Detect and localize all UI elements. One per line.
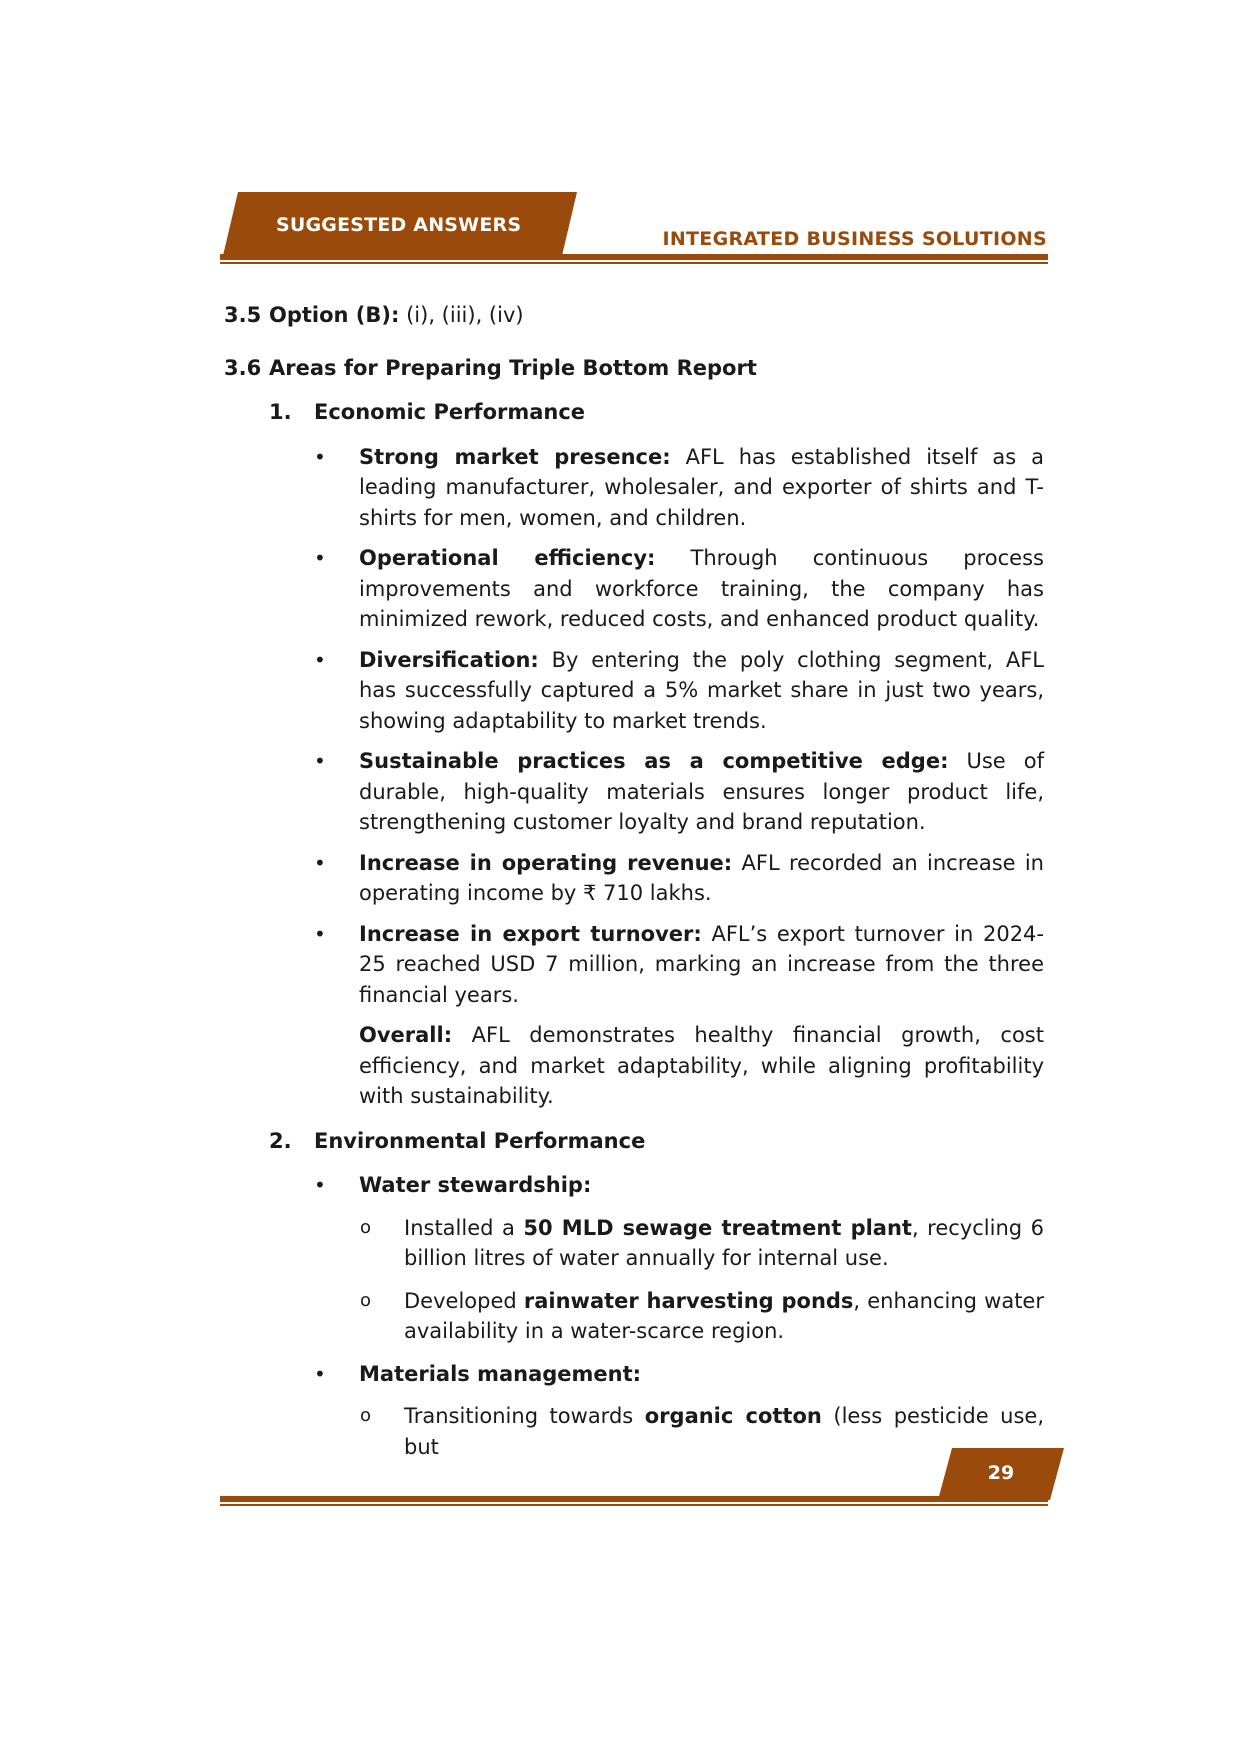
bullet-label: Materials management: bbox=[359, 1361, 642, 1386]
header-rule-thin bbox=[220, 262, 1048, 264]
question-title: Areas for Preparing Triple Bottom Report bbox=[269, 355, 757, 380]
economic-overall bbox=[224, 1020, 1044, 1112]
economic-bullet bbox=[224, 645, 1044, 737]
environmental-heading bbox=[224, 1126, 1044, 1157]
bullet-text: Use of durable, high-quality materials ensures longer product life, strengthening customer loyalty and brand reputation. bbox=[359, 749, 1044, 834]
sub-item-bold: rainwater harvesting ponds bbox=[523, 1288, 854, 1313]
bullet-label: Increase in operating revenue: bbox=[359, 850, 733, 875]
question-3-5 bbox=[224, 300, 1044, 331]
bullet-text: AFL has established itself as a leading manufacturer, wholesaler, and exporter of shirts and T-shirts for men, women, and children. bbox=[359, 444, 1044, 530]
sub-bullet-icon: o bbox=[360, 1216, 372, 1238]
bullet-label: Diversification: bbox=[359, 647, 539, 672]
bullet-icon: • bbox=[314, 1173, 326, 1197]
sub-item-text: (less pesticide use, but bbox=[404, 1404, 1044, 1459]
header-tab-label: SUGGESTED ANSWERS bbox=[276, 214, 522, 236]
bullet-text: By entering the poly clothing segment, AFL has successfully captured a 5% market share in just two years, showing adaptability to market trends. bbox=[359, 647, 1044, 733]
bullet-icon: • bbox=[314, 546, 326, 570]
bullet-icon: • bbox=[314, 647, 326, 672]
economic-bullet bbox=[224, 746, 1044, 838]
section-number: 2. bbox=[269, 1128, 292, 1153]
economic-bullet bbox=[224, 919, 1044, 1011]
header-rule bbox=[220, 254, 1048, 260]
bullet-icon: • bbox=[314, 850, 326, 875]
section-number: 1. bbox=[269, 400, 292, 424]
bullet-text: AFL recorded an increase in operating income by ₹ 710 lakhs. bbox=[359, 850, 1044, 905]
materials-sub-item bbox=[224, 1401, 1044, 1462]
bullet-icon: • bbox=[314, 444, 326, 469]
bullet-label: Water stewardship: bbox=[359, 1173, 592, 1197]
bullet-label: Operational efficiency: bbox=[359, 546, 656, 570]
footer-rule-thin bbox=[220, 1504, 1048, 1506]
option-text: (i), (iii), (iv) bbox=[406, 303, 524, 327]
footer-rule bbox=[220, 1496, 1048, 1502]
bullet-label: Strong market presence: bbox=[359, 444, 671, 469]
environmental-bullet bbox=[224, 1170, 1044, 1201]
economic-heading bbox=[224, 397, 1044, 428]
section-title: Environmental Performance bbox=[314, 1128, 646, 1153]
bullet-icon: • bbox=[314, 1361, 326, 1386]
question-number: 3.6 bbox=[224, 355, 262, 380]
overall-label: Overall: bbox=[359, 1023, 453, 1047]
overall-text: AFL demonstrates healthy financial growth, cost efficiency, and market adaptability, while aligning profitability with sustainability. bbox=[359, 1023, 1044, 1108]
bullet-label: Increase in export turnover: bbox=[359, 921, 702, 946]
bullet-icon: • bbox=[314, 921, 326, 946]
sub-item-bold: organic cotton bbox=[644, 1404, 822, 1428]
header-title: INTEGRATED BUSINESS SOLUTIONS bbox=[662, 228, 1047, 250]
sub-bullet-icon: o bbox=[360, 1289, 372, 1311]
bullet-text: Through continuous process improvements and workforce training, the company has minimized rework, reduced costs, and enhanced product quality. bbox=[359, 546, 1044, 631]
question-3-6 bbox=[224, 353, 1044, 384]
bullet-icon: • bbox=[314, 749, 326, 773]
sub-item-text: Installed a bbox=[404, 1215, 524, 1240]
sub-item-text: , enhancing water availability in a water-scarce region. bbox=[404, 1288, 1044, 1343]
question-number: 3.5 bbox=[224, 303, 262, 327]
sub-bullet-icon: o bbox=[360, 1405, 372, 1426]
sub-item-bold: 50 MLD sewage treatment plant bbox=[523, 1215, 912, 1240]
sub-item-text: , recycling 6 billion litres of water annually for internal use. bbox=[404, 1215, 1044, 1270]
option-label: Option (B): bbox=[269, 303, 400, 327]
page-number: 29 bbox=[987, 1462, 1015, 1484]
bullet-label: Sustainable practices as a competitive edge: bbox=[359, 749, 949, 773]
sub-item-text: Developed bbox=[404, 1288, 524, 1313]
bullet-text: AFL’s export turnover in 2024-25 reached USD 7 million, marking an increase from the three financial years. bbox=[359, 921, 1044, 1007]
economic-bullet bbox=[224, 848, 1044, 909]
environmental-bullet bbox=[224, 1359, 1044, 1390]
section-title: Economic Performance bbox=[314, 400, 586, 424]
water-sub-item bbox=[224, 1286, 1044, 1347]
page-content bbox=[224, 300, 1044, 1474]
economic-bullet bbox=[224, 442, 1044, 534]
water-sub-item bbox=[224, 1213, 1044, 1274]
sub-item-text: Transitioning towards bbox=[404, 1404, 645, 1428]
economic-bullet bbox=[224, 543, 1044, 635]
